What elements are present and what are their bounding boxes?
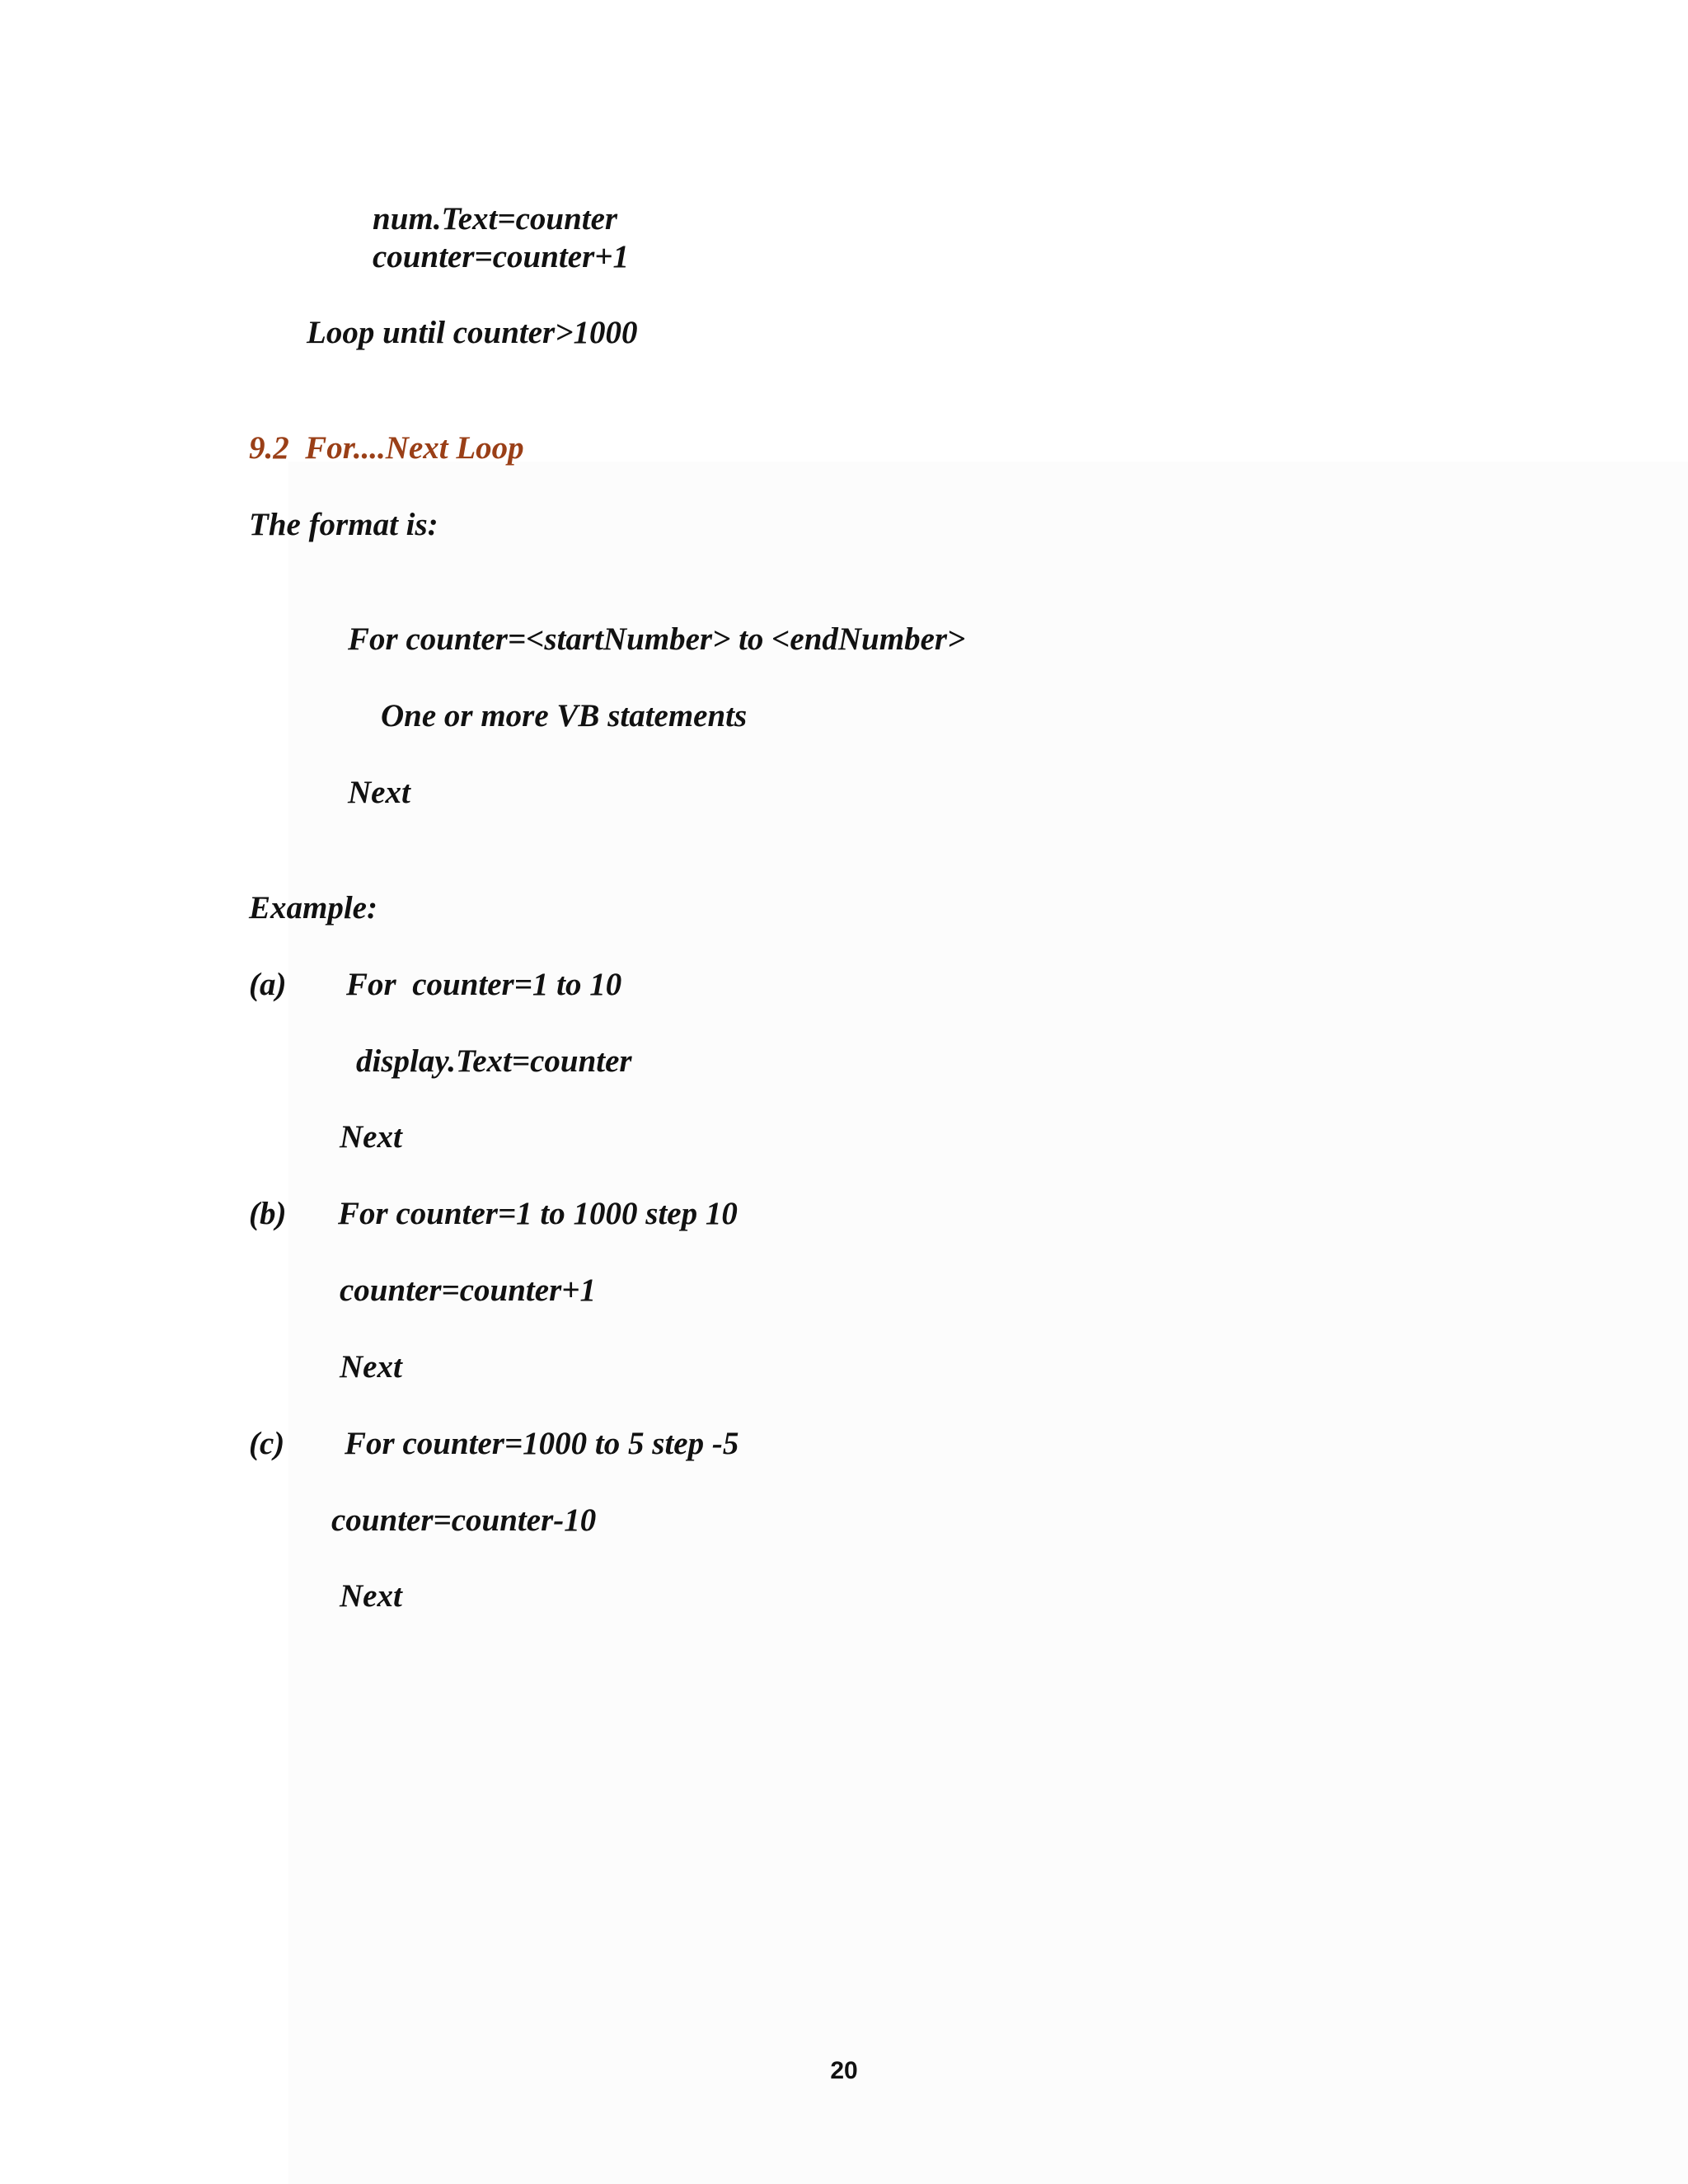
example-c-body: counter=counter-10 [331, 1502, 597, 1538]
example-a-for: For counter=1 to 10 [346, 967, 622, 1002]
example-a-marker: (a) [249, 967, 287, 1002]
code-line-loop-until: Loop until counter>1000 [307, 315, 638, 350]
example-c-for: For counter=1000 to 5 step -5 [345, 1426, 739, 1461]
example-a-next: Next [340, 1119, 402, 1155]
example-b-for: For counter=1 to 1000 step 10 [338, 1196, 738, 1231]
section-heading: 9.2 For....Next Loop [249, 430, 524, 466]
example-c-marker: (c) [249, 1426, 285, 1461]
format-line-statements: One or more VB statements [381, 698, 748, 733]
code-line-counter-increment: counter=counter+1 [373, 239, 629, 274]
format-line-next: Next [348, 775, 410, 810]
format-line-for: For counter=<startNumber> to <endNumber> [348, 621, 966, 657]
page-number: 20 [830, 2057, 858, 2084]
code-line-num-text: num.Text=counter [373, 201, 618, 237]
format-intro: The format is: [249, 507, 438, 542]
example-b-marker: (b) [249, 1196, 287, 1231]
example-b-body: counter=counter+1 [340, 1272, 596, 1308]
example-a-body: display.Text=counter [356, 1043, 632, 1079]
example-c-next: Next [340, 1578, 402, 1614]
example-b-next: Next [340, 1349, 402, 1385]
example-label: Example: [249, 890, 377, 926]
